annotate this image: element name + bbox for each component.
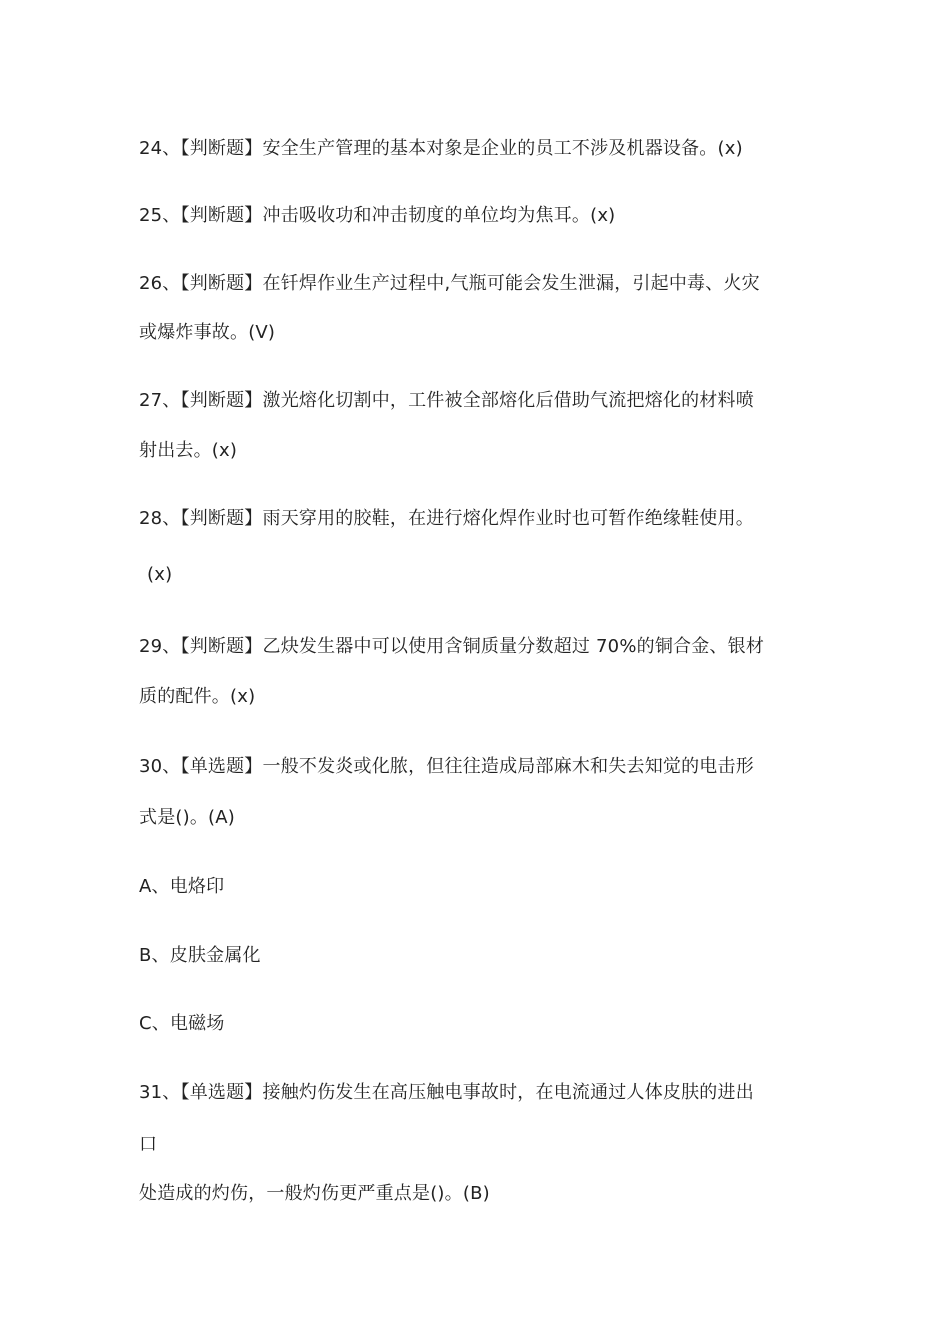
question-28-line-2: (x): [147, 564, 173, 585]
question-26-line-1: 26、【判断题】在钎焊作业生产过程中,气瓶可能会发生泄漏，引起中毒、火灾: [139, 273, 760, 294]
question-30-option-c: C、电磁场: [139, 1013, 225, 1034]
question-27-line-1: 27、【判断题】激光熔化切割中，工件被全部熔化后借助气流把熔化的材料喷: [139, 390, 754, 411]
question-25-line-1: 25、【判断题】冲击吸收功和冲击韧度的单位均为焦耳。(x): [139, 205, 616, 226]
question-31-line-1: 31、【单选题】接触灼伤发生在高压触电事故时，在电流通过人体皮肤的进出: [139, 1082, 754, 1103]
question-27-line-2: 射出去。(x): [139, 440, 238, 461]
question-26-line-2: 或爆炸事故。(V): [139, 322, 276, 343]
question-30-line-1: 30、【单选题】一般不发炎或化脓，但往往造成局部麻木和失去知觉的电击形: [139, 756, 754, 777]
question-24-line-1: 24、【判断题】安全生产管理的基本对象是企业的员工不涉及机器设备。(x): [139, 138, 743, 159]
question-30-option-a: A、电烙印: [139, 876, 225, 897]
question-31-line-3: 处造成的灼伤，一般灼伤更严重点是()。(B): [139, 1183, 490, 1204]
question-30-line-2: 式是()。(A): [139, 807, 236, 828]
question-29-line-1: 29、【判断题】乙炔发生器中可以使用含铜质量分数超过 70%的铜合金、银材: [139, 636, 765, 657]
question-31-line-2: 口: [139, 1134, 158, 1155]
question-29-line-2: 质的配件。(x): [139, 686, 256, 707]
question-28-line-1: 28、【判断题】雨天穿用的胶鞋，在进行熔化焊作业时也可暂作绝缘鞋使用。: [139, 508, 754, 529]
question-30-option-b: B、皮肤金属化: [139, 945, 261, 966]
